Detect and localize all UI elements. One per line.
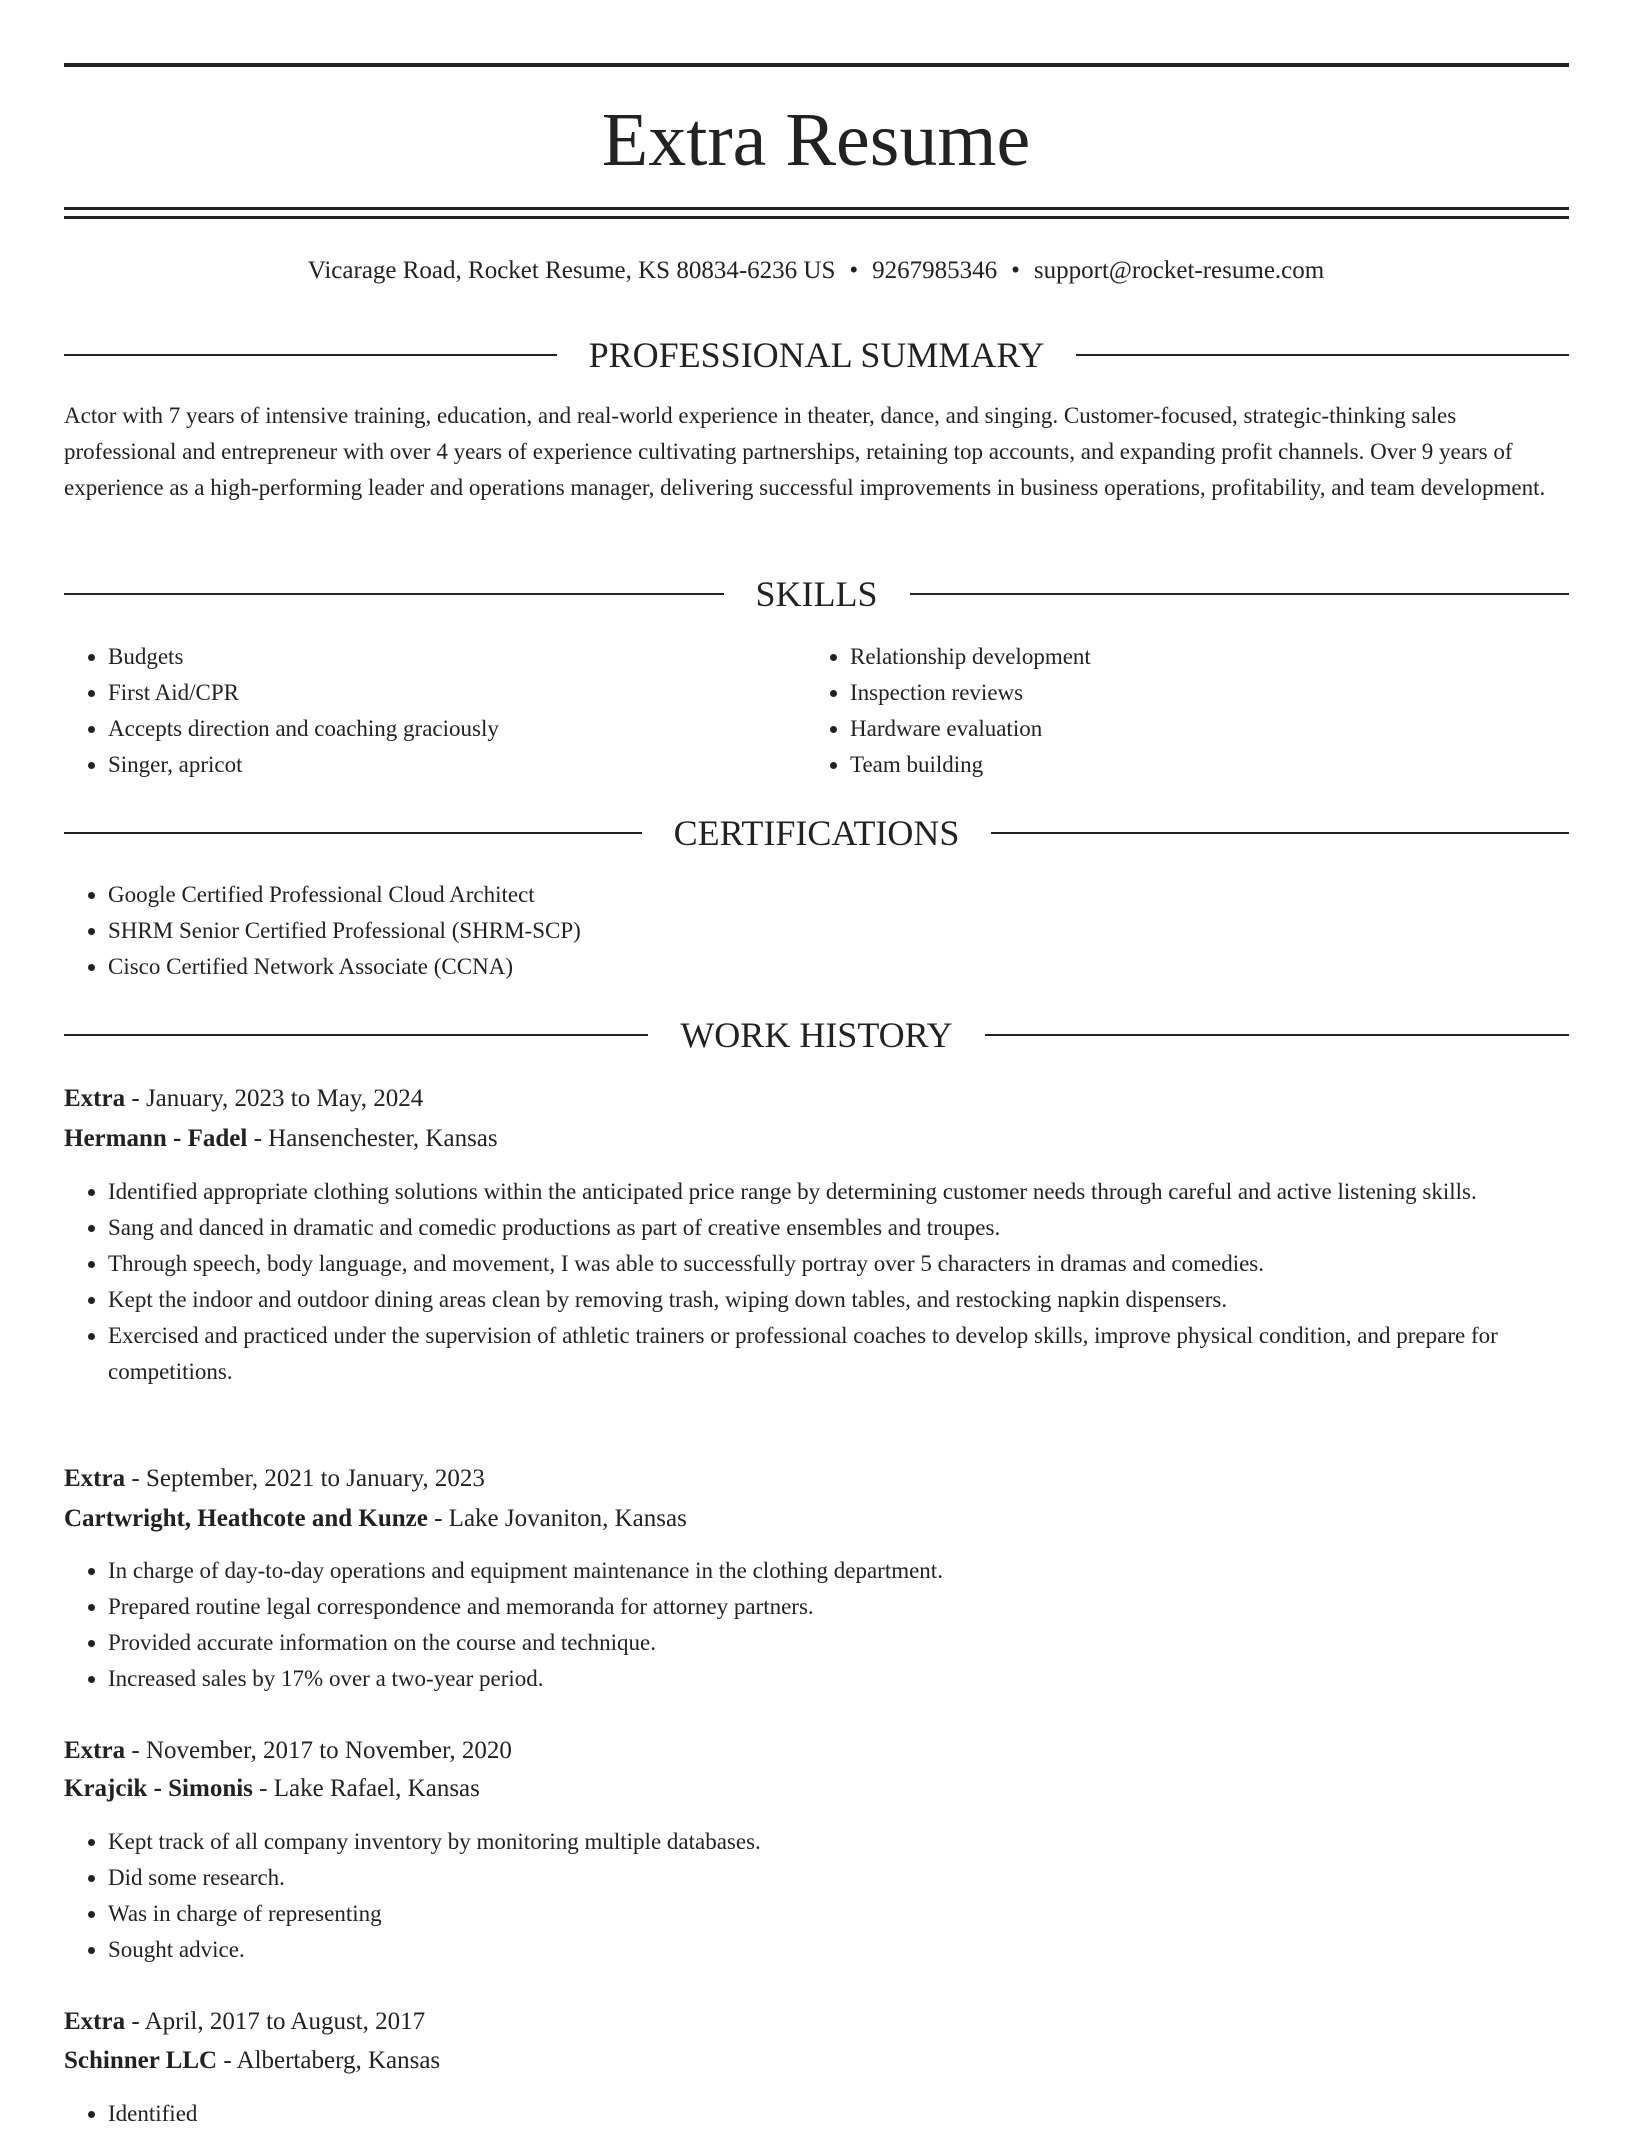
name-rule-lower xyxy=(64,216,1569,219)
section-rule xyxy=(910,593,1570,595)
contact-separator: • xyxy=(1011,257,1020,284)
job-company: Krajcik - Simonis xyxy=(64,1775,253,1802)
section-rule xyxy=(991,832,1569,834)
contact-separator: • xyxy=(849,257,859,284)
contact-phone: 9267985346 xyxy=(872,257,998,284)
job-dates: November, 2017 to November, 2020 xyxy=(145,1737,512,1764)
job-bullet: • Identified xyxy=(108,2096,1613,2132)
skill-item: • Hardware evaluation xyxy=(850,711,1550,747)
resume-name: Extra Resume xyxy=(601,98,1031,182)
contact-address: Vicarage Road, Rocket Resume, KS 80834-6236 US xyxy=(307,257,836,284)
job-dates: April, 2017 to August, 2017 xyxy=(144,2008,426,2035)
skill-item: • Singer, apricot xyxy=(108,747,788,783)
job-location: Lake Jovaniton, Kansas xyxy=(448,1505,687,1532)
skills-list-left xyxy=(64,639,788,783)
dash: - xyxy=(125,1085,146,1112)
job-bullet: • Was in charge of representing xyxy=(108,1896,1613,1932)
job-title: Extra xyxy=(64,1085,126,1112)
job-bullet: • Provided accurate information on the course and technique. xyxy=(108,1625,1613,1661)
job-bullet: • In charge of day-to-day operations and equipment maintenance in the clothing department. xyxy=(108,1553,1613,1589)
job-company: Cartwright, Heathcote and Kunze xyxy=(64,1505,428,1532)
contact-line xyxy=(0,255,1632,287)
section-rule xyxy=(64,354,557,356)
certification-item: • SHRM Senior Certified Professional (SHRM-SCP) xyxy=(108,913,1568,949)
job-bullet: • Did some research. xyxy=(108,1860,1613,1896)
job-title: Extra xyxy=(64,1737,126,1764)
certification-item: • Google Certified Professional Cloud Architect xyxy=(108,877,1568,913)
skill-item: • Relationship development xyxy=(850,639,1550,675)
job-company: Hermann - Fadel xyxy=(64,1125,248,1152)
job-bullets xyxy=(64,1824,1613,1968)
contact-email[interactable]: support@rocket-resume.com xyxy=(1033,257,1325,284)
certifications-list xyxy=(64,877,1568,985)
skills-list-right xyxy=(806,639,1550,783)
dash: - xyxy=(125,2008,145,2035)
job-bullets xyxy=(64,1174,1613,1390)
job-company: Schinner LLC xyxy=(64,2047,218,2074)
summary-heading: PROFESSIONAL SUMMARY xyxy=(588,335,1045,375)
summary-section-header xyxy=(64,332,1569,378)
dash: - xyxy=(217,2047,237,2074)
dash: - xyxy=(125,1465,146,1492)
job-location: Lake Rafael, Kansas xyxy=(273,1775,480,1802)
skill-item: • Budgets xyxy=(108,639,788,675)
job-bullet: • Prepared routine legal correspondence and memoranda for attorney partners. xyxy=(108,1589,1613,1625)
job-title-line xyxy=(64,1081,1569,1117)
dash: - xyxy=(252,1775,274,1802)
job-bullet: • Sang and danced in dramatic and comedic productions as part of creative ensembles and troupes. xyxy=(108,1210,1613,1246)
job-bullet: • Increased sales by 17% over a two-year period. xyxy=(108,1661,1613,1697)
job-bullet: • Exercised and practiced under the supervision of athletic trainers or professional coaches to develop skills, improve physical condition, and prepare for competitions. xyxy=(108,1318,1613,1390)
job-title: Extra xyxy=(64,2008,126,2035)
section-rule xyxy=(64,1034,648,1036)
job-title-line xyxy=(64,1461,1569,1497)
work-history-section-header xyxy=(64,1012,1569,1058)
job-bullets xyxy=(64,2096,1613,2132)
job-bullet: • Sought advice. xyxy=(108,1932,1613,1968)
job-location: Albertaberg, Kansas xyxy=(236,2047,441,2074)
job-bullets xyxy=(64,1553,1613,1697)
work-history-heading: WORK HISTORY xyxy=(680,1015,953,1055)
job-title: Extra xyxy=(64,1465,126,1492)
job-bullet: • Identified appropriate clothing solutions within the anticipated price range by determining customer needs through careful and active listening skills. xyxy=(108,1174,1613,1210)
job-title-line xyxy=(64,1733,1569,1769)
job-bullet: • Kept the indoor and outdoor dining areas clean by removing trash, wiping down tables, and restocking napkin dispensers. xyxy=(108,1282,1613,1318)
skill-item: • First Aid/CPR xyxy=(108,675,788,711)
job-company-line xyxy=(64,1771,1569,1807)
skills-section-header xyxy=(64,571,1569,617)
section-rule xyxy=(985,1034,1569,1036)
dash: - xyxy=(125,1737,146,1764)
dash: - xyxy=(427,1505,449,1532)
summary-text: Actor with 7 years of intensive training, education, and real-world experience in theater, dance, and singing. Customer-focused, strategic-thinking sales professional and entrepreneur with over 4 years of experience cultivating partnerships, retaining top accounts, and expanding profit channels. Over 9 years of experience as a high-performing leader and operations manager, delivering successful improvements in business operations, profitability, and team development. xyxy=(64,403,1546,500)
job-company-line xyxy=(64,2043,1569,2079)
skills-heading: SKILLS xyxy=(755,574,878,614)
job-title-line xyxy=(64,2004,1569,2040)
certification-item: • Cisco Certified Network Associate (CCNA) xyxy=(108,949,1568,985)
skill-item: • Inspection reviews xyxy=(850,675,1550,711)
certifications-section-header xyxy=(64,810,1569,856)
job-bullet: • Through speech, body language, and movement, I was able to successfully portray over 5 characters in dramas and comedies. xyxy=(108,1246,1613,1282)
section-rule xyxy=(64,593,724,595)
skill-item: • Accepts direction and coaching graciously xyxy=(108,711,788,747)
top-rule xyxy=(64,63,1569,67)
section-rule xyxy=(64,832,642,834)
job-company-line xyxy=(64,1121,1569,1157)
job-location: Hansenchester, Kansas xyxy=(268,1125,498,1152)
skill-item: • Team building xyxy=(850,747,1550,783)
job-dates: September, 2021 to January, 2023 xyxy=(145,1465,485,1492)
job-dates: January, 2023 to May, 2024 xyxy=(145,1085,424,1112)
dash: - xyxy=(247,1125,269,1152)
certifications-heading: CERTIFICATIONS xyxy=(673,813,960,853)
job-company-line xyxy=(64,1501,1569,1537)
section-rule xyxy=(1076,354,1569,356)
name-rule-upper xyxy=(64,207,1569,210)
job-bullet: • Kept track of all company inventory by monitoring multiple databases. xyxy=(108,1824,1613,1860)
